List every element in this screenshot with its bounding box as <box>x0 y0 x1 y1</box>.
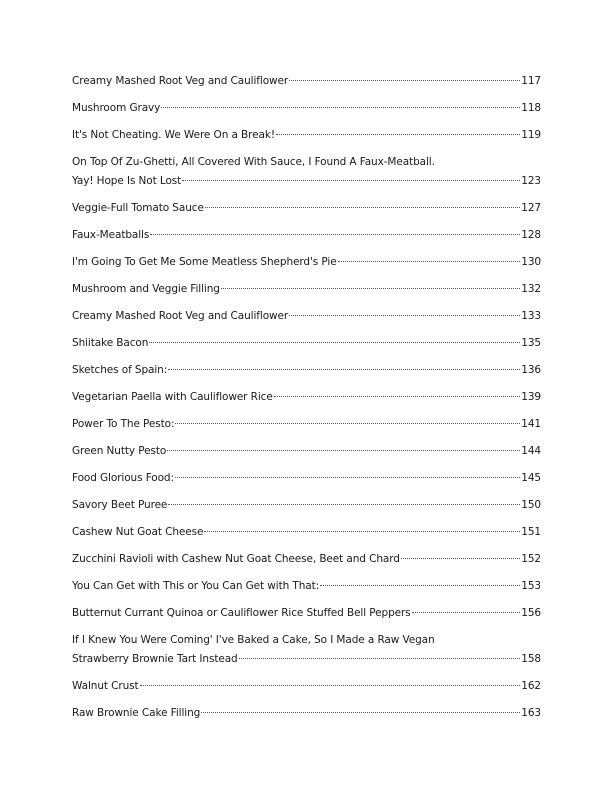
toc-entry-page: 128 <box>521 229 541 241</box>
toc-entry <box>72 604 541 623</box>
dot-leader <box>175 423 520 424</box>
dot-leader <box>150 234 520 235</box>
toc-entry <box>72 523 541 542</box>
toc-entry-title: Faux-Meatballs <box>72 229 150 241</box>
toc-entry-title: Raw Brownie Cake Filling <box>72 707 201 719</box>
toc-entry-page: 123 <box>521 175 541 187</box>
toc-entry-title: Green Nutty Pesto <box>72 445 167 457</box>
dot-leader <box>182 180 520 181</box>
dot-leader <box>149 342 520 343</box>
dot-leader <box>205 207 520 208</box>
toc-entry-page: 127 <box>521 202 541 214</box>
dot-leader <box>239 658 521 659</box>
toc-entry-title: Vegetarian Paella with Cauliflower Rice <box>72 391 273 403</box>
toc-entry-page: 119 <box>521 129 541 141</box>
toc-entry <box>72 442 541 461</box>
toc-entry-title: Strawberry Brownie Tart Instead <box>72 653 238 665</box>
toc-entry <box>72 72 541 91</box>
toc-entry-title: I'm Going To Get Me Some Meatless Shepherd's Pie <box>72 256 337 268</box>
toc-entry-title: Savory Beet Puree <box>72 499 168 511</box>
dot-leader <box>140 685 521 686</box>
dot-leader <box>221 288 520 289</box>
toc-entry-title: Cashew Nut Goat Cheese <box>72 526 204 538</box>
toc-entry <box>72 550 541 569</box>
toc-entry <box>72 334 541 353</box>
toc-entry-page: 132 <box>521 283 541 295</box>
table-of-contents <box>72 72 541 731</box>
toc-entry-title: Yay! Hope Is Not Lost <box>72 175 182 187</box>
toc-entry-title: Butternut Currant Quinoa or Cauliflower Rice Stuffed Bell Peppers <box>72 607 411 619</box>
toc-entry <box>72 415 541 434</box>
toc-entry-page: 133 <box>521 310 541 322</box>
toc-entry <box>72 199 541 218</box>
toc-entry-title: You Can Get with This or You Can Get with That: <box>72 580 320 592</box>
toc-entry <box>72 99 541 118</box>
toc-entry-page: 151 <box>521 526 541 538</box>
dot-leader <box>276 134 520 135</box>
toc-entry-title: Veggie-Full Tomato Sauce <box>72 202 204 214</box>
toc-entry <box>72 704 541 723</box>
dot-leader <box>204 531 520 532</box>
toc-entry-page: 156 <box>521 607 541 619</box>
dot-leader <box>412 612 521 613</box>
toc-entry <box>72 631 541 669</box>
toc-entry-title-line1: If I Knew You Were Coming' I've Baked a Cake, So I Made a Raw Vegan <box>72 634 435 646</box>
toc-entry-page: 162 <box>521 680 541 692</box>
toc-entry-page: 150 <box>521 499 541 511</box>
toc-entry-title: Walnut Crust <box>72 680 139 692</box>
toc-entry <box>72 677 541 696</box>
toc-entry <box>72 280 541 299</box>
toc-entry-title: Mushroom and Veggie Filling <box>72 283 220 295</box>
toc-entry-title: Sketches of Spain: <box>72 364 168 376</box>
toc-entry <box>72 361 541 380</box>
toc-entry-page: 136 <box>521 364 541 376</box>
toc-entry-title: It's Not Cheating. We Were On a Break! <box>72 129 275 141</box>
toc-entry-page: 139 <box>521 391 541 403</box>
toc-entry-title: Food Glorious Food: <box>72 472 174 484</box>
toc-entry-title: Mushroom Gravy <box>72 102 161 114</box>
toc-entry-title: Zucchini Ravioli with Cashew Nut Goat Cheese, Beet and Chard <box>72 553 400 565</box>
toc-entry-page: 141 <box>521 418 541 430</box>
toc-entry-title: Shiitake Bacon <box>72 337 149 349</box>
toc-entry-title: Power To The Pesto: <box>72 418 175 430</box>
toc-entry-page: 153 <box>521 580 541 592</box>
toc-entry-page: 144 <box>521 445 541 457</box>
toc-entry-page: 117 <box>521 75 541 87</box>
toc-entry <box>72 496 541 515</box>
toc-entry-page: 145 <box>521 472 541 484</box>
toc-entry-page: 152 <box>521 553 541 565</box>
toc-entry <box>72 469 541 488</box>
dot-leader <box>201 712 520 713</box>
dot-leader <box>401 558 520 559</box>
toc-entry <box>72 307 541 326</box>
dot-leader <box>168 369 520 370</box>
toc-entry <box>72 226 541 245</box>
toc-entry <box>72 577 541 596</box>
dot-leader <box>167 450 520 451</box>
toc-entry-page: 163 <box>521 707 541 719</box>
dot-leader <box>289 315 520 316</box>
toc-entry-page: 118 <box>521 102 541 114</box>
toc-entry <box>72 253 541 272</box>
dot-leader <box>168 504 520 505</box>
toc-entry <box>72 153 541 191</box>
dot-leader <box>161 107 520 108</box>
dot-leader <box>175 477 520 478</box>
dot-leader <box>274 396 521 397</box>
toc-entry-page: 130 <box>521 256 541 268</box>
toc-entry-page: 135 <box>521 337 541 349</box>
toc-entry <box>72 126 541 145</box>
dot-leader <box>338 261 521 262</box>
toc-entry <box>72 388 541 407</box>
dot-leader <box>320 585 520 586</box>
toc-entry-title: Creamy Mashed Root Veg and Cauliflower <box>72 75 289 87</box>
toc-entry-title-line1: On Top Of Zu-Ghetti, All Covered With Sauce, I Found A Faux-Meatball. <box>72 156 435 168</box>
dot-leader <box>289 80 520 81</box>
toc-entry-page: 158 <box>521 653 541 665</box>
toc-entry-title: Creamy Mashed Root Veg and Cauliflower <box>72 310 289 322</box>
